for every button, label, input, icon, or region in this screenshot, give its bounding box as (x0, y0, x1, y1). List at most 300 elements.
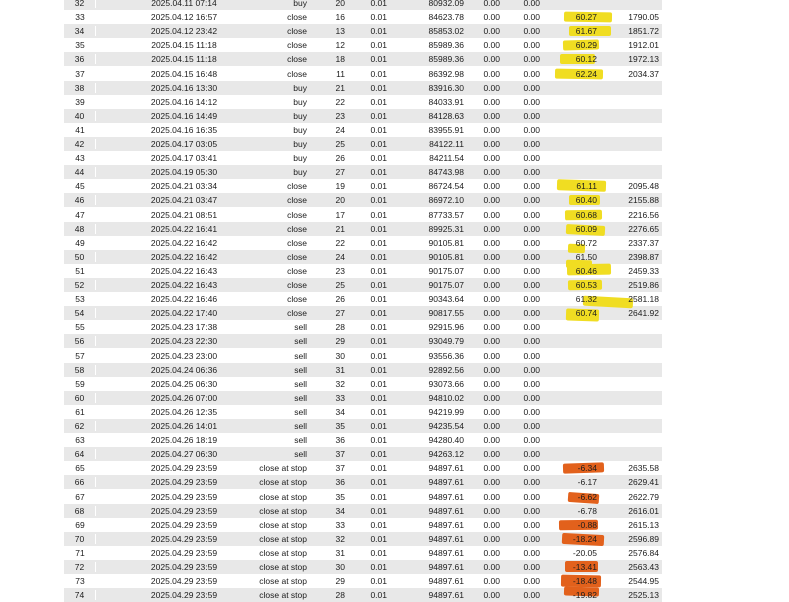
cell-type: close (287, 223, 307, 234)
cell-size: 0.01 (370, 308, 387, 319)
cell-balance: 2615.13 (628, 519, 659, 530)
cell-type: close (287, 237, 307, 248)
cell-size: 0.01 (370, 280, 387, 291)
cell-take-profit: 0.00 (523, 68, 540, 79)
cell-take-profit: 0.00 (523, 406, 540, 417)
cell-size: 0.01 (370, 68, 387, 79)
cell-type: buy (293, 110, 307, 121)
cell-balance: 2635.58 (628, 463, 659, 474)
cell-type: close at stop (259, 477, 307, 488)
cell-order: 26 (335, 153, 345, 164)
cell-row-number: 55 (75, 322, 85, 333)
cell-size: 0.01 (370, 519, 387, 530)
cell-order: 23 (335, 110, 345, 121)
cell-balance: 2622.79 (628, 491, 659, 502)
cell-time: 2025.04.21 03:34 (150, 181, 218, 192)
cell-order: 31 (335, 364, 345, 375)
cell-price: 92892.56 (428, 364, 464, 375)
cell-stop-loss: 0.00 (483, 0, 500, 9)
cell-price: 94897.61 (428, 547, 464, 558)
cell-stop-loss: 0.00 (483, 491, 500, 502)
cell-order: 25 (335, 139, 345, 150)
table-row (64, 490, 662, 504)
cell-size: 0.01 (370, 124, 387, 135)
cell-price: 83916.30 (428, 82, 464, 93)
cell-row-number: 47 (75, 209, 85, 220)
cell-time: 2025.04.22 16:46 (150, 294, 218, 305)
cell-order: 32 (335, 378, 345, 389)
cell-size: 0.01 (370, 562, 387, 573)
cell-type: close at stop (259, 491, 307, 502)
cell-type: buy (293, 153, 307, 164)
cell-balance: 2525.13 (628, 590, 659, 601)
cell-order: 23 (335, 265, 345, 276)
cell-type: close at stop (259, 463, 307, 474)
cell-time: 2025.04.26 18:19 (150, 435, 218, 446)
cell-balance: 2459.33 (628, 265, 659, 276)
cell-size: 0.01 (370, 251, 387, 262)
cell-time: 2025.04.29 23:59 (150, 562, 218, 573)
cell-balance: 2581.18 (628, 294, 659, 305)
cell-take-profit: 0.00 (523, 322, 540, 333)
cell-order: 17 (335, 209, 345, 220)
cell-size: 0.01 (370, 195, 387, 206)
cell-order: 11 (336, 68, 345, 79)
cell-order: 13 (335, 26, 345, 37)
table-row (64, 67, 662, 81)
cell-take-profit: 0.00 (523, 294, 540, 305)
cell-order: 34 (335, 505, 345, 516)
table-row (64, 165, 662, 179)
cell-stop-loss: 0.00 (483, 421, 500, 432)
cell-stop-loss: 0.00 (483, 378, 500, 389)
cell-take-profit: 0.00 (523, 378, 540, 389)
cell-price: 94897.61 (428, 590, 464, 601)
cell-order: 31 (335, 547, 345, 558)
cell-take-profit: 0.00 (523, 562, 540, 573)
cell-size: 0.01 (370, 40, 387, 51)
cell-time: 2025.04.19 05:30 (150, 167, 218, 178)
cell-balance: 2616.01 (628, 505, 659, 516)
cell-profit: 62.24 (575, 68, 597, 79)
cell-type: close at stop (259, 533, 307, 544)
cell-type: close (287, 40, 307, 51)
cell-row-number: 73 (75, 576, 85, 587)
cell-stop-loss: 0.00 (483, 265, 500, 276)
table-row (64, 123, 662, 137)
cell-time: 2025.04.11 07:14 (151, 0, 217, 9)
cell-time: 2025.04.22 16:43 (150, 265, 218, 276)
table-row (64, 475, 662, 489)
table-row (64, 109, 662, 123)
cell-size: 0.01 (370, 364, 387, 375)
cell-take-profit: 0.00 (523, 167, 540, 178)
cell-stop-loss: 0.00 (483, 209, 500, 220)
cell-take-profit: 0.00 (523, 265, 540, 276)
cell-size: 0.01 (370, 350, 387, 361)
cell-type: close (287, 195, 307, 206)
table-row (64, 292, 662, 306)
cell-size: 0.01 (370, 167, 387, 178)
cell-size: 0.01 (370, 477, 387, 488)
cell-stop-loss: 0.00 (483, 562, 500, 573)
cell-price: 94897.61 (428, 533, 464, 544)
cell-stop-loss: 0.00 (483, 12, 500, 23)
cell-order: 18 (335, 54, 345, 65)
cell-order: 37 (335, 449, 345, 460)
cell-stop-loss: 0.00 (483, 392, 500, 403)
cell-row-number: 50 (64, 252, 96, 262)
cell-order: 33 (335, 519, 345, 530)
cell-take-profit: 0.00 (523, 477, 540, 488)
cell-take-profit: 0.00 (523, 12, 540, 23)
cell-type: close (287, 265, 307, 276)
cell-time: 2025.04.29 23:59 (150, 533, 218, 544)
cell-balance: 1972.13 (628, 54, 659, 65)
cell-profit: 60.27 (575, 12, 597, 23)
cell-order: 19 (335, 181, 345, 192)
cell-stop-loss: 0.00 (483, 590, 500, 601)
cell-time: 2025.04.29 23:59 (150, 505, 218, 516)
cell-balance: 2155.88 (628, 195, 659, 206)
cell-order: 22 (335, 237, 345, 248)
cell-take-profit: 0.00 (523, 350, 540, 361)
cell-take-profit: 0.00 (523, 237, 540, 248)
cell-time: 2025.04.29 23:59 (150, 463, 218, 474)
cell-profit: -18.24 (572, 533, 597, 544)
cell-stop-loss: 0.00 (483, 153, 500, 164)
cell-time: 2025.04.29 23:59 (150, 590, 218, 601)
cell-price: 83955.91 (428, 124, 464, 135)
table-row (64, 250, 662, 264)
cell-time: 2025.04.27 06:30 (150, 449, 218, 460)
cell-order: 24 (335, 251, 345, 262)
cell-price: 90817.55 (428, 308, 464, 319)
cell-balance: 2596.89 (628, 533, 659, 544)
cell-type: close (287, 280, 307, 291)
cell-price: 94897.61 (428, 576, 464, 587)
cell-row-number: 66 (64, 477, 96, 487)
cell-type: sell (294, 421, 307, 432)
cell-size: 0.01 (370, 96, 387, 107)
cell-time: 2025.04.22 16:42 (150, 251, 218, 262)
cell-profit: 61.67 (575, 26, 597, 37)
cell-profit: 60.74 (575, 308, 597, 319)
cell-take-profit: 0.00 (523, 26, 540, 37)
cell-take-profit: 0.00 (523, 0, 540, 9)
cell-take-profit: 0.00 (523, 181, 540, 192)
cell-row-number: 63 (75, 435, 85, 446)
cell-row-number: 61 (75, 406, 85, 417)
cell-take-profit: 0.00 (523, 435, 540, 446)
table-row (64, 518, 662, 532)
cell-time: 2025.04.12 16:57 (150, 12, 218, 23)
cell-row-number: 35 (75, 40, 85, 51)
cell-time: 2025.04.16 16:35 (150, 124, 218, 135)
cell-type: close (287, 26, 307, 37)
cell-row-number: 43 (75, 153, 85, 164)
cell-price: 94280.40 (428, 435, 464, 446)
cell-size: 0.01 (370, 294, 387, 305)
cell-profit: -6.34 (577, 463, 597, 474)
cell-price: 84033.91 (428, 96, 464, 107)
table-row (64, 10, 662, 24)
cell-type: close (287, 181, 307, 192)
cell-order: 30 (335, 562, 345, 573)
cell-size: 0.01 (370, 505, 387, 516)
cell-take-profit: 0.00 (523, 547, 540, 558)
cell-time: 2025.04.29 23:59 (150, 547, 218, 558)
cell-type: sell (294, 435, 307, 446)
cell-row-number: 70 (64, 534, 96, 544)
cell-balance: 1851.72 (628, 26, 659, 37)
cell-size: 0.01 (370, 533, 387, 544)
cell-take-profit: 0.00 (523, 209, 540, 220)
cell-stop-loss: 0.00 (483, 110, 500, 121)
cell-time: 2025.04.22 16:41 (150, 223, 218, 234)
cell-size: 0.01 (370, 54, 387, 65)
cell-row-number: 69 (75, 519, 85, 530)
cell-stop-loss: 0.00 (483, 139, 500, 150)
cell-size: 0.01 (370, 209, 387, 220)
cell-price: 94235.54 (428, 421, 464, 432)
cell-type: close at stop (259, 576, 307, 587)
cell-price: 85989.36 (428, 54, 464, 65)
cell-stop-loss: 0.00 (483, 294, 500, 305)
cell-order: 26 (335, 294, 345, 305)
cell-row-number: 59 (75, 378, 85, 389)
cell-order: 37 (335, 463, 345, 474)
cell-type: sell (294, 350, 307, 361)
table-row (64, 222, 662, 236)
cell-type: buy (293, 167, 307, 178)
cell-stop-loss: 0.00 (483, 68, 500, 79)
table-row (64, 193, 662, 207)
cell-stop-loss: 0.00 (483, 223, 500, 234)
cell-order: 29 (335, 576, 345, 587)
cell-take-profit: 0.00 (523, 153, 540, 164)
cell-size: 0.01 (370, 463, 387, 474)
cell-profit: -20.05 (572, 547, 597, 558)
cell-profit: -6.62 (577, 491, 597, 502)
cell-type: close (287, 54, 307, 65)
cell-row-number: 37 (75, 68, 85, 79)
cell-profit: 60.40 (575, 195, 597, 206)
cell-type: sell (294, 322, 307, 333)
cell-size: 0.01 (370, 406, 387, 417)
cell-take-profit: 0.00 (523, 139, 540, 150)
cell-take-profit: 0.00 (523, 40, 540, 51)
cell-type: close at stop (259, 505, 307, 516)
cell-time: 2025.04.15 16:48 (150, 68, 218, 79)
cell-type: close (287, 209, 307, 220)
cell-row-number: 54 (64, 308, 96, 318)
cell-time: 2025.04.29 23:59 (150, 576, 218, 587)
cell-take-profit: 0.00 (523, 223, 540, 234)
cell-profit: 61.50 (575, 251, 597, 262)
cell-order: 28 (335, 322, 345, 333)
cell-order: 27 (335, 308, 345, 319)
cell-take-profit: 0.00 (523, 82, 540, 93)
cell-price: 93556.36 (428, 350, 464, 361)
cell-order: 27 (335, 167, 345, 178)
cell-time: 2025.04.23 23:00 (150, 350, 218, 361)
table-row (64, 0, 662, 10)
cell-type: close (287, 68, 307, 79)
cell-balance: 2216.56 (628, 209, 659, 220)
cell-row-number: 72 (64, 562, 96, 572)
cell-row-number: 60 (64, 393, 96, 403)
cell-take-profit: 0.00 (523, 421, 540, 432)
cell-stop-loss: 0.00 (483, 406, 500, 417)
cell-balance: 2095.48 (628, 181, 659, 192)
table-row (64, 38, 662, 52)
cell-order: 25 (335, 280, 345, 291)
table-row (64, 363, 662, 377)
cell-type: buy (293, 139, 307, 150)
cell-row-number: 42 (64, 139, 96, 149)
cell-row-number: 36 (64, 54, 96, 64)
cell-stop-loss: 0.00 (483, 463, 500, 474)
cell-row-number: 45 (75, 181, 85, 192)
cell-take-profit: 0.00 (523, 308, 540, 319)
cell-type: buy (293, 96, 307, 107)
cell-stop-loss: 0.00 (483, 336, 500, 347)
cell-balance: 2276.65 (628, 223, 659, 234)
cell-profit: 60.29 (575, 40, 597, 51)
cell-size: 0.01 (370, 181, 387, 192)
cell-time: 2025.04.17 03:41 (150, 153, 218, 164)
cell-size: 0.01 (370, 153, 387, 164)
cell-take-profit: 0.00 (523, 251, 540, 262)
cell-balance: 2641.92 (628, 308, 659, 319)
cell-time: 2025.04.29 23:59 (150, 477, 218, 488)
cell-order: 33 (335, 392, 345, 403)
cell-type: buy (293, 124, 307, 135)
table-row (64, 532, 662, 546)
cell-order: 21 (335, 223, 345, 234)
table-row (64, 81, 662, 95)
cell-type: close (287, 12, 307, 23)
table-row (64, 320, 662, 334)
cell-take-profit: 0.00 (523, 336, 540, 347)
cell-type: close (287, 308, 307, 319)
cell-time: 2025.04.21 08:51 (150, 209, 218, 220)
cell-balance: 2337.37 (628, 237, 659, 248)
cell-profit: 60.68 (575, 209, 597, 220)
cell-size: 0.01 (370, 12, 387, 23)
cell-size: 0.01 (370, 491, 387, 502)
cell-stop-loss: 0.00 (483, 533, 500, 544)
cell-take-profit: 0.00 (523, 364, 540, 375)
cell-profit: -6.78 (577, 505, 597, 516)
table-row (64, 405, 662, 419)
cell-size: 0.01 (370, 82, 387, 93)
cell-type: sell (294, 336, 307, 347)
cell-profit: 60.09 (575, 223, 597, 234)
cell-price: 93049.79 (428, 336, 464, 347)
cell-stop-loss: 0.00 (483, 435, 500, 446)
cell-stop-loss: 0.00 (483, 40, 500, 51)
cell-price: 84211.54 (429, 153, 464, 164)
cell-price: 90343.64 (428, 294, 464, 305)
cell-time: 2025.04.17 03:05 (150, 139, 218, 150)
cell-take-profit: 0.00 (523, 449, 540, 460)
cell-price: 94263.12 (428, 449, 464, 460)
cell-size: 0.01 (370, 449, 387, 460)
cell-size: 0.01 (370, 237, 387, 248)
cell-take-profit: 0.00 (523, 392, 540, 403)
cell-time: 2025.04.22 16:42 (150, 237, 218, 248)
cell-type: close at stop (259, 562, 307, 573)
cell-time: 2025.04.29 23:59 (150, 491, 218, 502)
cell-stop-loss: 0.00 (483, 167, 500, 178)
cell-size: 0.01 (370, 378, 387, 389)
cell-take-profit: 0.00 (523, 195, 540, 206)
cell-balance: 1912.01 (628, 40, 659, 51)
cell-row-number: 51 (75, 265, 85, 276)
cell-balance: 2576.84 (628, 547, 659, 558)
cell-order: 24 (335, 124, 345, 135)
cell-order: 34 (335, 406, 345, 417)
cell-time: 2025.04.23 17:38 (150, 322, 218, 333)
cell-profit: 60.46 (575, 265, 597, 276)
table-row (64, 377, 662, 391)
table-row (64, 52, 662, 66)
cell-order: 20 (335, 0, 345, 9)
cell-stop-loss: 0.00 (483, 54, 500, 65)
cell-take-profit: 0.00 (523, 491, 540, 502)
table-row (64, 278, 662, 292)
cell-size: 0.01 (370, 421, 387, 432)
cell-stop-loss: 0.00 (483, 124, 500, 135)
cell-price: 94219.99 (428, 406, 464, 417)
cell-row-number: 46 (64, 195, 96, 205)
table-row (64, 391, 662, 405)
cell-row-number: 48 (64, 224, 96, 234)
cell-order: 16 (335, 12, 345, 23)
cell-profit: 61.32 (575, 294, 597, 305)
cell-time: 2025.04.24 06:36 (150, 364, 218, 375)
cell-order: 29 (335, 336, 345, 347)
cell-profit: 60.72 (575, 237, 597, 248)
cell-price: 86972.10 (428, 195, 464, 206)
cell-profit: -6.17 (577, 477, 597, 488)
cell-stop-loss: 0.00 (483, 449, 500, 460)
cell-balance: 2398.87 (628, 251, 659, 262)
table-row (64, 151, 662, 165)
cell-profit: 60.12 (575, 54, 597, 65)
cell-balance: 2629.41 (628, 477, 659, 488)
cell-order: 35 (335, 491, 345, 502)
cell-stop-loss: 0.00 (483, 576, 500, 587)
cell-size: 0.01 (370, 0, 387, 9)
cell-stop-loss: 0.00 (483, 195, 500, 206)
cell-type: sell (294, 392, 307, 403)
table-row (64, 137, 662, 151)
cell-price: 94897.61 (428, 562, 464, 573)
cell-row-number: 34 (64, 26, 96, 36)
cell-time: 2025.04.22 16:43 (150, 280, 218, 291)
cell-row-number: 44 (64, 167, 96, 177)
cell-row-number: 53 (75, 294, 85, 305)
cell-row-number: 41 (75, 124, 85, 135)
cell-time: 2025.04.21 03:47 (150, 195, 218, 206)
cell-profit: -13.41 (572, 562, 597, 573)
cell-row-number: 39 (75, 96, 85, 107)
cell-balance: 2519.86 (628, 280, 659, 291)
cell-order: 30 (335, 350, 345, 361)
